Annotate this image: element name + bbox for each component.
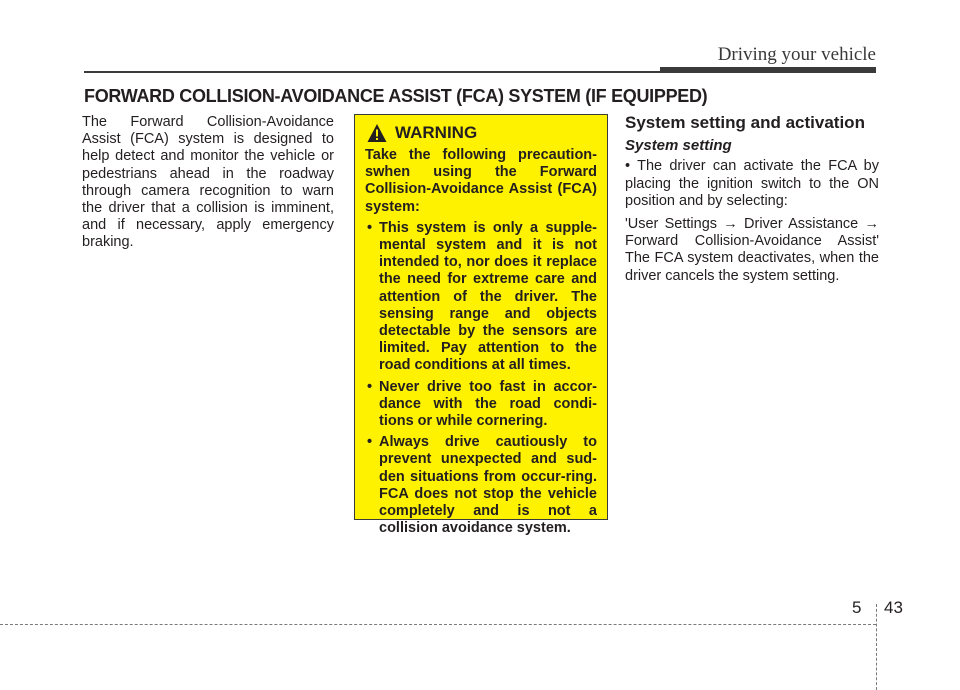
header-rule-thin [84,71,660,73]
activation-paragraph: • The driver can activate the FCA by placing the ignition switch to the ON position and by selecting: [625,158,879,209]
warning-intro: Take the following precaution-swhen using the Forward Collision-Avoidance Assist (FCA) system: [365,147,597,215]
warning-header [367,123,597,143]
right-column [625,114,879,291]
header-title: Driving your vehicle [717,44,876,65]
header-rule-thick [660,67,876,73]
warning-box [354,114,608,537]
section-title: FORWARD COLLISION-AVOIDANCE ASSIST (FCA) SYSTEM (IF EQUIPPED) [84,86,708,106]
warning-item: • This system is only a supple-mental system and it is not intended to, nor does it replace the need for extreme care and attention of the driver. The sensing range and objects detectable by the sensors are limited. Pay attention to the road conditions at all times. [365,220,597,375]
intro-paragraph: The Forward Collision-Avoidance Assist (FCA) system is designed to help detect and monitor the vehicle or pedestrians ahead in the roadway through camera recognition to warn the driver that a collision is imminent, and if necessary, apply emergency braking. [82,114,334,251]
warning-title: WARNING [395,123,478,143]
footer-dashed-line [0,624,876,625]
page-number: 43 [884,598,903,617]
footer-vertical-dashed-line [876,604,877,690]
page-chapter: 5 [852,598,862,617]
system-setting-heading: System setting and activation [625,113,865,132]
warning-list [365,220,597,538]
settings-path-paragraph: 'User Settings → Driver Assistance → Forward Collision-Avoidance Assist' The FCA system deactivates, when the driver cancels the system setting. [625,216,879,284]
system-setting-subheading: System setting [625,137,732,155]
warning-item: • Always drive cautiously to prevent unexpected and sud-den situations from occur-ring. FCA does not stop the vehicle completely and is not a collision avoidance system. [365,434,597,537]
warning-item: • Never drive too fast in accor-dance with the road condi-tions or while cornering. [365,379,597,431]
warning-triangle-icon [367,123,387,143]
